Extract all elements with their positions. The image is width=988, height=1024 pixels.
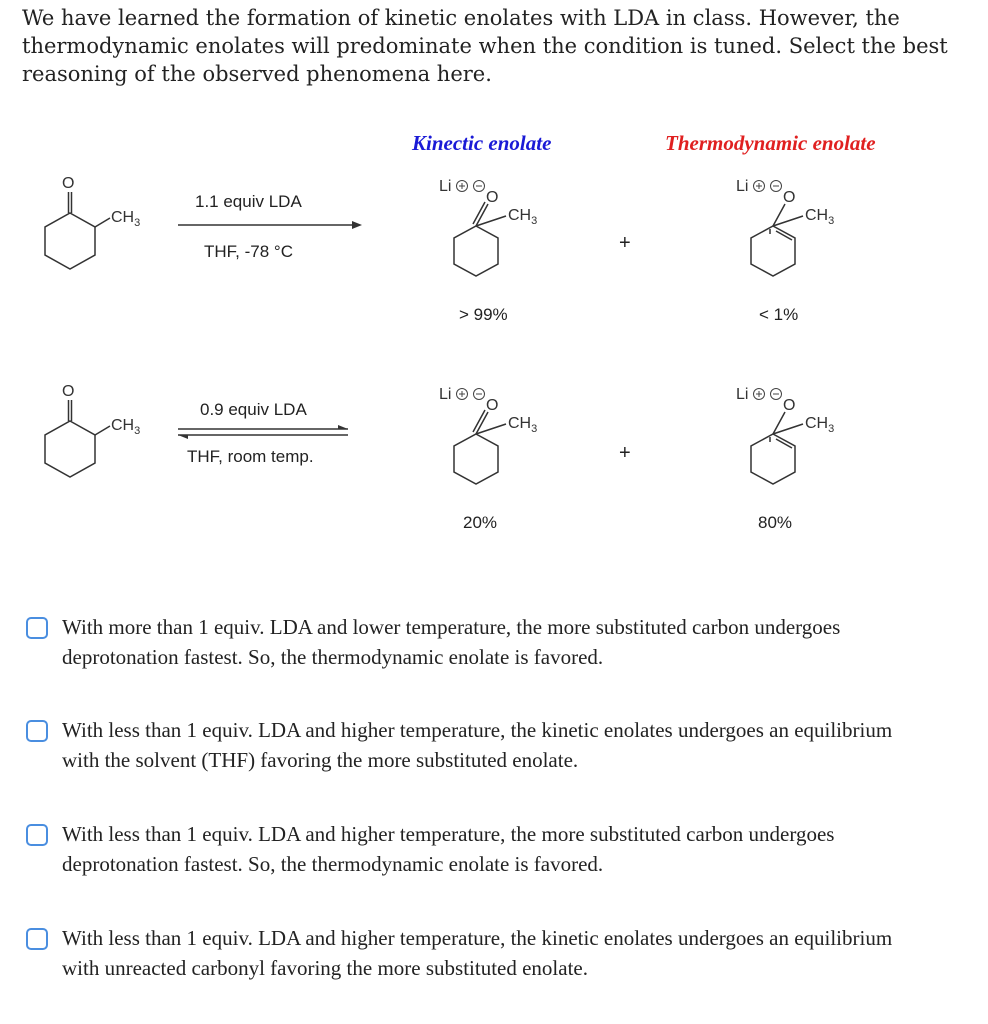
option-text: With less than 1 equiv. LDA and higher temperature, the kinetic enolates undergoes an equilibrium with unreacted carbonyl favoring the more substituted enolate.	[62, 926, 893, 980]
equilibrium-arrows	[178, 425, 348, 439]
enolate-methyl: $CH_3$	[805, 207, 835, 227]
kinetic-enolate-1	[439, 178, 537, 276]
enolate-oxygen: O	[486, 189, 499, 206]
starting-ketone-1	[45, 175, 140, 269]
answer-option-1[interactable]	[26, 612, 922, 672]
enolate-oxygen: O	[783, 397, 796, 414]
plus-sign-1: +	[619, 232, 631, 254]
answer-option-2[interactable]	[26, 715, 922, 775]
reagent-label-1: 1.1 equiv LDA	[195, 192, 302, 211]
enolate-methyl: $CH_3$	[508, 207, 538, 227]
ketone-oxygen: O	[62, 175, 75, 192]
option-text: With less than 1 equiv. LDA and higher temperature, the more substituted carbon undergoes deprotonation fastest. So, the thermodynamic enolate is favored.	[62, 822, 835, 876]
kinetic-yield-2: 20%	[463, 513, 498, 532]
reaction-1	[45, 175, 834, 324]
lithium-label: Li	[439, 178, 452, 195]
answer-option-3[interactable]	[26, 819, 922, 879]
checkbox[interactable]	[26, 824, 48, 846]
kinetic-enolate-2	[439, 386, 537, 484]
ketone-methyl: $CH_3$	[111, 417, 141, 437]
reagent-label-2: 0.9 equiv LDA	[200, 400, 307, 419]
thermodynamic-enolate-1	[736, 178, 834, 276]
ketone-oxygen: O	[62, 383, 75, 400]
question-text: We have learned the formation of kinetic enolates with LDA in class. However, the thermodynamic enolates will predominate when the condition is tuned. Select the best reasoning of the observed phenomena here.	[22, 6, 948, 86]
ketone-methyl: $CH_3$	[111, 209, 141, 229]
answer-option-4[interactable]	[26, 923, 922, 983]
enolate-oxygen: O	[783, 189, 796, 206]
checkbox[interactable]	[26, 720, 48, 742]
reaction-2	[45, 383, 834, 532]
enolate-oxygen: O	[486, 397, 499, 414]
kinetic-yield-1: > 99%	[459, 305, 508, 324]
checkbox[interactable]	[26, 617, 48, 639]
conditions-label-1: THF, -78 °C	[204, 242, 293, 261]
reaction-scheme	[0, 120, 988, 540]
lithium-label: Li	[736, 386, 749, 403]
option-text: With less than 1 equiv. LDA and higher temperature, the kinetic enolates undergoes an equilibrium with the solvent (THF) favoring the more substituted enolate.	[62, 718, 893, 772]
starting-ketone-2	[45, 383, 140, 477]
kinetic-enolate-header: Kinectic enolate	[412, 131, 552, 155]
conditions-label-2: THF, room temp.	[187, 447, 314, 466]
option-text: With more than 1 equiv. LDA and lower temperature, the more substituted carbon undergoes deprotonation fastest. So, the thermodynamic enolate is favored.	[62, 615, 841, 669]
thermo-yield-1: < 1%	[759, 305, 799, 324]
thermodynamic-enolate-2	[736, 386, 834, 484]
lithium-label: Li	[736, 178, 749, 195]
thermo-yield-2: 80%	[758, 513, 793, 532]
plus-sign-2: +	[619, 442, 631, 464]
lithium-label: Li	[439, 386, 452, 403]
reaction-arrow-head-1	[352, 221, 362, 229]
enolate-methyl: $CH_3$	[508, 415, 538, 435]
thermodynamic-enolate-header: Thermodynamic enolate	[665, 131, 876, 155]
enolate-methyl: $CH_3$	[805, 415, 835, 435]
checkbox[interactable]	[26, 928, 48, 950]
